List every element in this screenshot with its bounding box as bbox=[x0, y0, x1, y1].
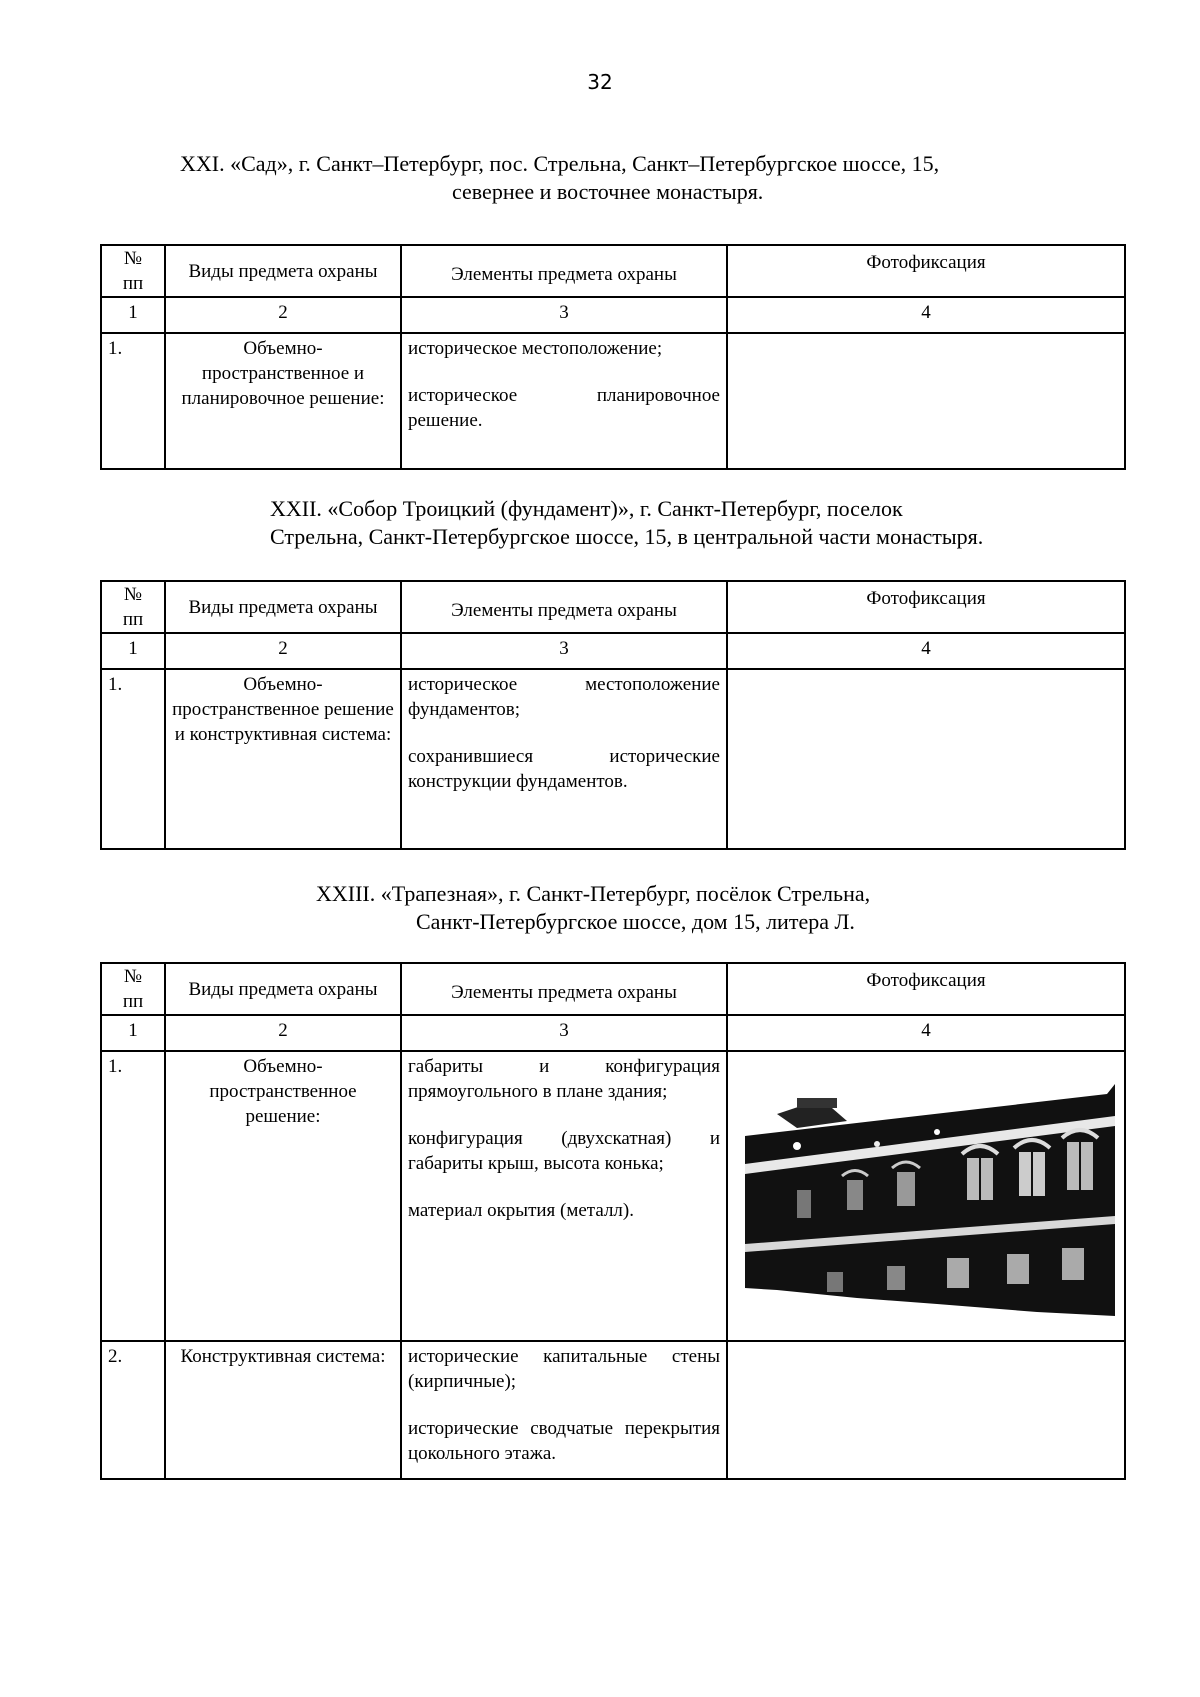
section-title-xxii bbox=[270, 495, 1110, 551]
header-photo: Фотофиксация bbox=[727, 963, 1125, 1015]
element-item: сохранившиеся исторические конструкции фундаментов. bbox=[408, 746, 720, 792]
row-number: 1. bbox=[101, 669, 165, 849]
row-photo bbox=[727, 669, 1125, 849]
section-title-xxiii bbox=[316, 880, 1116, 936]
table-row bbox=[101, 333, 1125, 469]
element-item: конфигурация (двухскатная) и габариты крыш, высота конька; bbox=[408, 1128, 720, 1174]
col-number: 3 bbox=[401, 633, 727, 669]
header-num: № пп bbox=[101, 963, 165, 1015]
col-number: 3 bbox=[401, 297, 727, 333]
section-title-line: XXI. «Сад», г. Санкт–Петербург, пос. Стрельна, Санкт–Петербургское шоссе, 15, bbox=[180, 151, 940, 176]
col-number: 3 bbox=[401, 1015, 727, 1051]
table-row bbox=[101, 669, 1125, 849]
element-item: историческое местоположение фундаментов; bbox=[408, 674, 720, 720]
col-number: 1 bbox=[101, 297, 165, 333]
table-row bbox=[101, 1341, 1125, 1479]
protection-table-xxii bbox=[100, 580, 1126, 850]
row-photo bbox=[727, 1051, 1125, 1341]
row-elements bbox=[401, 1051, 727, 1341]
row-elements bbox=[401, 1341, 727, 1479]
header-kind: Виды предмета охраны bbox=[165, 581, 401, 633]
row-photo bbox=[727, 1341, 1125, 1479]
col-number: 2 bbox=[165, 1015, 401, 1051]
element-item: историческое местоположение; bbox=[408, 338, 663, 359]
element-item: материал окрытия (металл). bbox=[408, 1200, 634, 1221]
header-photo: Фотофиксация bbox=[727, 581, 1125, 633]
protection-table-xxi bbox=[100, 244, 1126, 470]
row-kind: Объемно-пространственное решение и конструктивная система: bbox=[165, 669, 401, 849]
section-title-xxi bbox=[180, 150, 1080, 206]
col-number: 2 bbox=[165, 633, 401, 669]
row-number: 2. bbox=[101, 1341, 165, 1479]
page-number: 32 bbox=[587, 70, 613, 94]
header-num: № пп bbox=[101, 581, 165, 633]
header-photo: Фотофиксация bbox=[727, 245, 1125, 297]
element-item: габариты и конфигурация прямоугольного в плане здания; bbox=[408, 1056, 720, 1102]
row-photo bbox=[727, 333, 1125, 469]
element-item: исторические капитальные стены (кирпичные); bbox=[408, 1346, 720, 1392]
col-number: 4 bbox=[727, 1015, 1125, 1051]
row-kind: Объемно-пространственное решение: bbox=[165, 1051, 401, 1341]
element-item: исторические сводчатые перекрытия цокольного этажа. bbox=[408, 1418, 720, 1464]
col-number: 2 bbox=[165, 297, 401, 333]
row-number: 1. bbox=[101, 333, 165, 469]
col-number: 1 bbox=[101, 1015, 165, 1051]
building-photo bbox=[737, 1076, 1115, 1316]
row-number: 1. bbox=[101, 1051, 165, 1341]
header-kind: Виды предмета охраны bbox=[165, 963, 401, 1015]
header-elements: Элементы предмета охраны bbox=[401, 963, 727, 1015]
section-title-line: севернее и восточнее монастыря. bbox=[452, 179, 764, 204]
section-title-line: XXII. «Собор Троицкий (фундамент)», г. Санкт-Петербург, поселок bbox=[270, 496, 903, 521]
row-kind: Конструктивная система: bbox=[165, 1341, 401, 1479]
section-title-line: Стрельна, Санкт-Петербургское шоссе, 15, в центральной части монастыря. bbox=[270, 524, 984, 549]
header-elements: Элементы предмета охраны bbox=[401, 581, 727, 633]
protection-table-xxiii bbox=[100, 962, 1126, 1480]
col-number: 4 bbox=[727, 633, 1125, 669]
header-num: № пп bbox=[101, 245, 165, 297]
element-item: историческое планировочное решение. bbox=[408, 385, 720, 431]
section-title-line: XXIII. «Трапезная», г. Санкт-Петербург, посёлок Стрельна, bbox=[316, 881, 871, 906]
row-elements bbox=[401, 333, 727, 469]
section-title-line: Санкт-Петербургское шоссе, дом 15, литера Л. bbox=[416, 909, 855, 934]
header-kind: Виды предмета охраны bbox=[165, 245, 401, 297]
col-number: 1 bbox=[101, 633, 165, 669]
header-elements: Элементы предмета охраны bbox=[401, 245, 727, 297]
col-number: 4 bbox=[727, 297, 1125, 333]
row-kind: Объемно-пространственное и планировочное решение: bbox=[165, 333, 401, 469]
table-row bbox=[101, 1051, 1125, 1341]
row-elements bbox=[401, 669, 727, 849]
